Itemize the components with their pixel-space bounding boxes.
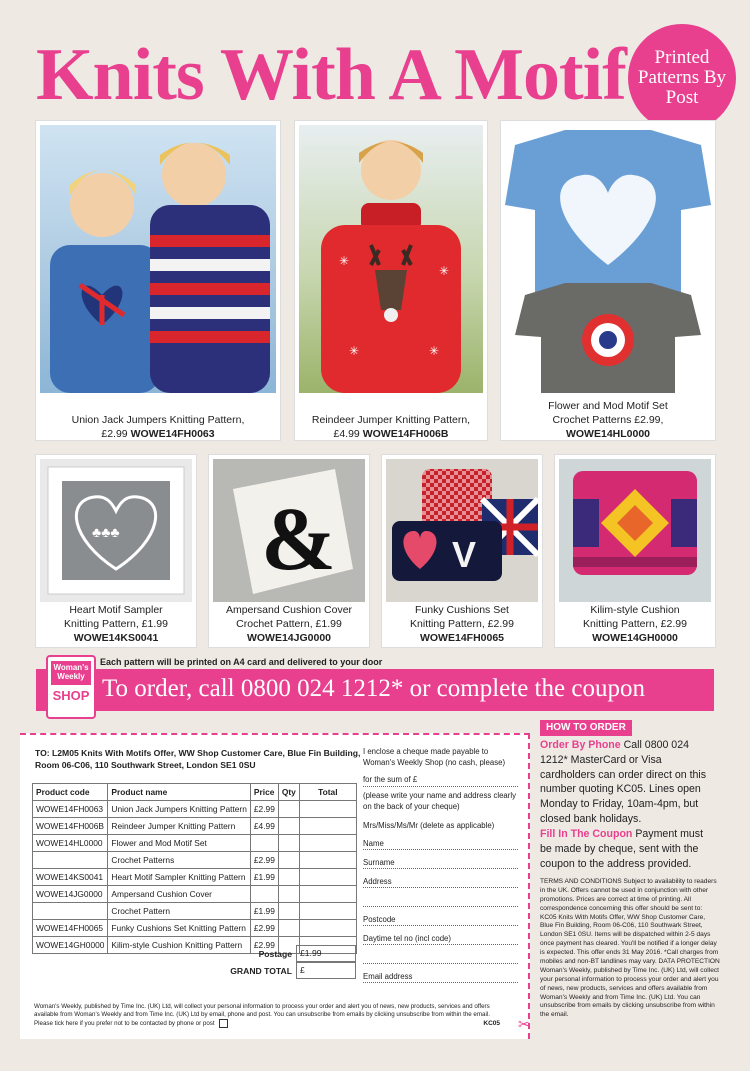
svg-text:✳: ✳ — [429, 344, 440, 358]
order-coupon — [20, 733, 530, 1039]
coupon-address: TO: L2M05 Knits With Motifs Offer, WW Shop Customer Care, Blue Fin Building, Room 06-C06, 110 Southwark Street, London SE1 0SU — [35, 748, 361, 771]
postcode-field[interactable]: Postcode — [363, 915, 518, 926]
col-header: Total — [299, 784, 356, 801]
cell-code: WOWE14FH0063 — [33, 801, 108, 818]
svg-text:♣♣♣: ♣♣♣ — [92, 524, 120, 540]
table-row — [33, 852, 357, 869]
col-header: Qty — [278, 784, 299, 801]
col-header: Product name — [108, 784, 250, 801]
email-field[interactable]: Email address — [363, 972, 518, 983]
product-code: WOWE14HL0000 — [565, 428, 651, 441]
cell-name: Heart Motif Sampler Knitting Pattern — [108, 869, 250, 886]
address-field[interactable]: Address — [363, 877, 518, 888]
opt-out-label: Please tick here if you prefer not to be contacted by phone or post — [34, 1020, 215, 1028]
product-price: Knitting Pattern, £2.99 — [410, 618, 514, 631]
table-row — [33, 818, 357, 835]
product-price: Crochet Patterns £2.99, — [552, 414, 664, 427]
total-input[interactable] — [299, 886, 356, 903]
cheque-instructions: (please write your name and address clearly on the back of your cheque) — [363, 790, 516, 811]
caption — [295, 413, 487, 441]
qty-input[interactable] — [278, 801, 299, 818]
product-card-kilim[interactable] — [555, 455, 715, 647]
product-code: WOWE14FH006B — [362, 428, 449, 441]
cell-price: £4.99 — [250, 818, 278, 835]
name-field[interactable]: Name — [363, 839, 518, 850]
cell-code: WOWE14GH0000 — [33, 937, 108, 954]
total-input[interactable] — [299, 835, 356, 852]
table-row — [33, 801, 357, 818]
qty-input[interactable] — [278, 818, 299, 835]
qty-input[interactable] — [278, 869, 299, 886]
table-row — [33, 869, 357, 886]
product-price: £2.99 — [101, 428, 128, 441]
caption — [382, 603, 542, 646]
product-code: WOWE14FH0065 — [419, 632, 505, 645]
caption — [36, 603, 196, 646]
scissors-icon: ✂ — [518, 1016, 530, 1032]
order-table — [32, 783, 357, 954]
how-to-order — [540, 720, 716, 871]
svg-text:✳: ✳ — [439, 264, 450, 278]
cell-code: WOWE14KS0041 — [33, 869, 108, 886]
badge-text: Printed Patterns By Post — [637, 47, 727, 108]
cell-name: Reindeer Jumper Knitting Pattern — [108, 818, 250, 835]
logo-line2: SHOP — [52, 687, 90, 703]
sum-field[interactable]: for the sum of £ — [363, 775, 518, 787]
cell-name: Funky Cushions Set Knitting Pattern — [108, 920, 250, 937]
address-field-2[interactable] — [363, 896, 518, 907]
total-input[interactable] — [299, 852, 356, 869]
delivery-note: Each pattern will be printed on A4 card and delivered to your door — [100, 657, 383, 667]
caption — [501, 399, 715, 442]
cell-code: WOWE14JG0000 — [33, 886, 108, 903]
table-row — [33, 835, 357, 852]
product-code: WOWE14FH0063 — [130, 428, 215, 441]
cell-price: £2.99 — [250, 920, 278, 937]
caption — [209, 603, 369, 646]
cell-name: Kilim-style Cushion Knitting Pattern — [108, 937, 250, 954]
flower-mod-photo — [505, 125, 711, 393]
ampersand-photo — [213, 459, 365, 602]
product-card-ampersand[interactable] — [209, 455, 369, 647]
total-input[interactable] — [299, 869, 356, 886]
cell-code — [33, 852, 108, 869]
union-jack-photo — [40, 125, 276, 393]
product-code: WOWE14GH0000 — [592, 632, 678, 645]
table-row — [33, 920, 357, 937]
product-price: Knitting Pattern, £2.99 — [583, 618, 687, 631]
order-banner-text: To order, call 0800 024 1212* or complete the coupon — [102, 675, 645, 702]
coupon-ref: KC05 — [483, 1020, 500, 1027]
cell-price: £2.99 — [250, 801, 278, 818]
qty-input[interactable] — [278, 835, 299, 852]
heart-sampler-photo — [40, 459, 192, 602]
product-name: Flower and Mod Motif Set — [548, 400, 668, 412]
product-card-reindeer[interactable] — [295, 121, 487, 440]
terms-and-conditions: TERMS AND CONDITIONS Subject to availability to readers in the UK. Offers cannot be used in conjunction with other promotions. Prices are correct at time of printing. All correspondence concerning this offer should be sent to: KC05 Knits With Motifs Offer, WW Shop Customer Care, Blue Fin Building, Room 06-C06, 110 Southwark Street, London SE1 0SU. Items will be dispatched within 2-5 days once payment has cleared. You'll be notified if a longer delay is expected. This offer ends 31 May 2016. *Call charges from mobiles and non-BT landlines may vary. DATA PROTECTION Woman's Weekly, published by Time Inc. (UK) Ltd, will collect your personal information to process your order and alert you of news, new products, services and offers available from Woman's Weekly and from Time Inc. (UK) Ltd. You can unsubscribe from emails by clicking unsubscribe from within the email. — [540, 878, 720, 1019]
grand-total-input[interactable]: £ — [296, 962, 356, 979]
coupon-text: Payment must be made by cheque, sent with the coupon to the address provided. — [540, 827, 704, 870]
order-banner — [36, 669, 714, 711]
svg-text:✳: ✳ — [349, 344, 360, 358]
cell-price: £1.99 — [250, 869, 278, 886]
svg-text:&: & — [261, 490, 336, 589]
product-price: Knitting Pattern, £1.99 — [64, 618, 168, 631]
order-by-phone-text: Call 0800 024 1212* MasterCard or Visa cardholders can order direct on this number quoting KC05. Lines open Monday to Friday, 10am-4pm, but closed bank holidays. — [540, 739, 707, 826]
product-name: Ampersand Cushion Cover — [225, 604, 353, 616]
cell-name: Union Jack Jumpers Knitting Pattern — [108, 801, 250, 818]
total-input[interactable] — [299, 818, 356, 835]
product-card-heart-sampler[interactable] — [36, 455, 196, 647]
caption — [555, 603, 715, 646]
cell-price: £2.99 — [250, 937, 278, 954]
womans-weekly-shop-logo — [46, 655, 96, 719]
product-name: Reindeer Jumper Knitting Pattern, — [311, 414, 471, 426]
qty-input[interactable] — [278, 852, 299, 869]
product-name: Kilim-style Cushion — [590, 604, 680, 616]
col-header: Price — [250, 784, 278, 801]
product-name: Union Jack Jumpers Knitting Pattern, — [71, 414, 245, 426]
funky-cushions-photo — [386, 459, 538, 602]
data-protection-note: Woman's Weekly, published by Time Inc. (UK) Ltd, will collect your personal information to process your order and alert you of news, new products, services and offers available from Woman's Weekly and from Time Inc. (UK) Ltd by email, phone and post. You can unsubscribe from emails by clicking unsubscribe from within the email. — [34, 1003, 490, 1019]
cell-price: £2.99 — [250, 852, 278, 869]
cheque-text: I enclose a cheque made payable to Woman's Weekly Shop (no cash, please) — [363, 747, 506, 767]
how-to-order-tag: HOW TO ORDER — [540, 720, 632, 736]
cell-price — [250, 886, 278, 903]
qty-input[interactable] — [278, 920, 299, 937]
col-header: Product code — [33, 784, 108, 801]
product-price: Crochet Pattern, £1.99 — [236, 618, 342, 631]
kilim-photo — [559, 459, 711, 602]
qty-input[interactable] — [278, 903, 299, 920]
cell-code — [33, 903, 108, 920]
product-code: WOWE14KS0041 — [73, 632, 159, 645]
total-input[interactable] — [299, 801, 356, 818]
order-by-phone-label: Order By Phone — [540, 739, 621, 751]
total-input[interactable] — [299, 903, 356, 920]
table-header — [33, 784, 357, 801]
phone-field[interactable]: Daytime tel no (incl code) — [363, 934, 518, 945]
logo-line1: Woman's Weekly — [51, 661, 91, 685]
reindeer-photo — [299, 125, 483, 393]
title-field-label: Mrs/Miss/Ms/Mr (delete as applicable) — [363, 820, 495, 830]
product-name: Heart Motif Sampler — [69, 604, 163, 616]
cell-code: WOWE14HL0000 — [33, 835, 108, 852]
postage-row — [226, 945, 356, 962]
postage-label: Postage — [258, 948, 292, 959]
product-card-funky-cushions[interactable] — [382, 455, 542, 647]
totals — [226, 945, 356, 979]
svg-text:V: V — [452, 534, 477, 575]
product-card-union-jack[interactable] — [36, 121, 280, 440]
product-price: £4.99 — [333, 428, 360, 441]
phone-field-2[interactable] — [363, 953, 518, 964]
grand-total-label: GRAND TOTAL — [230, 965, 292, 976]
coupon-label: Fill In The Coupon — [540, 827, 633, 840]
table-row — [33, 886, 357, 903]
svg-text:✳: ✳ — [339, 254, 350, 268]
payment-form — [363, 747, 518, 983]
grand-total-row — [226, 962, 356, 979]
cell-code: WOWE14FH006B — [33, 818, 108, 835]
cell-price — [250, 835, 278, 852]
product-name: Funky Cushions Set — [415, 604, 509, 616]
product-code: WOWE14JG0000 — [246, 632, 332, 645]
table-row — [33, 903, 357, 920]
fine-print — [34, 1003, 504, 1028]
caption — [36, 413, 280, 441]
total-input[interactable] — [299, 920, 356, 937]
cell-name: Crochet Patterns — [108, 852, 250, 869]
printed-patterns-badge — [628, 24, 736, 132]
product-card-flower-mod[interactable] — [501, 121, 715, 440]
cell-price: £1.99 — [250, 903, 278, 920]
cell-name: Crochet Pattern — [108, 903, 250, 920]
cell-name: Ampersand Cushion Cover — [108, 886, 250, 903]
cell-name: Flower and Mod Motif Set — [108, 835, 250, 852]
cell-code: WOWE14FH0065 — [33, 920, 108, 937]
postage-value: £1.99 — [296, 945, 356, 962]
surname-field[interactable]: Surname — [363, 858, 518, 869]
qty-input[interactable] — [278, 886, 299, 903]
page-title: Knits With A Motif — [36, 34, 626, 116]
opt-out-checkbox[interactable] — [219, 1019, 228, 1028]
